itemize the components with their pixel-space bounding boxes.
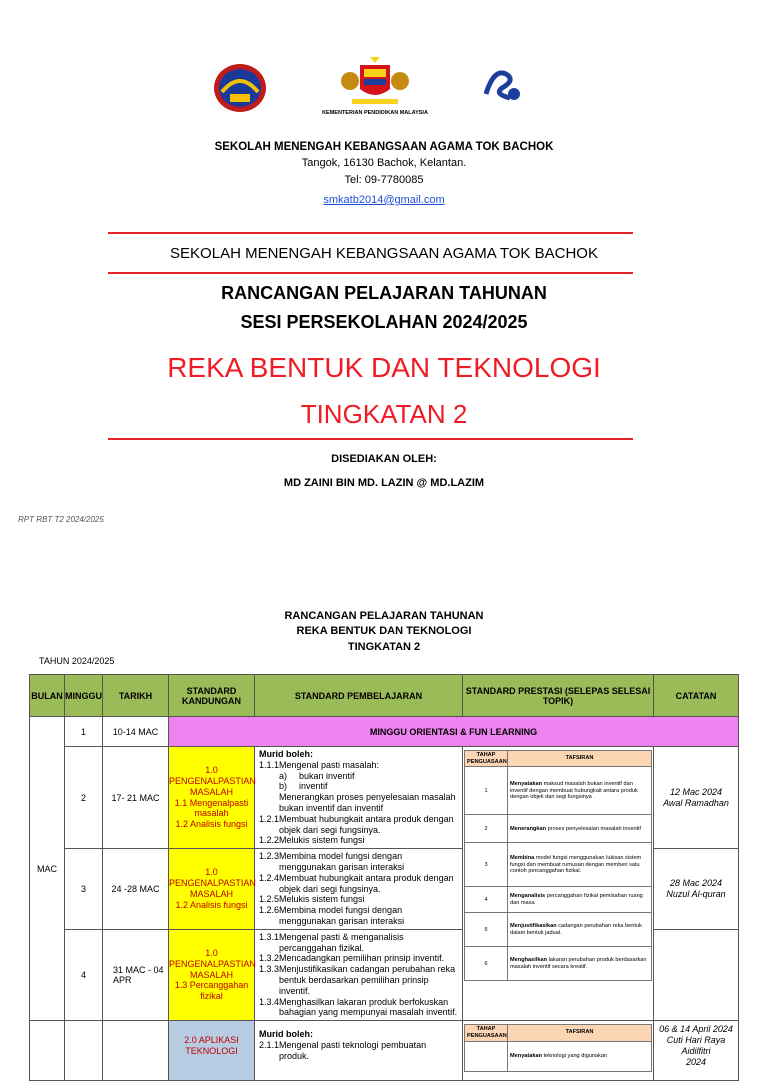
level-number: 3	[465, 843, 508, 887]
level-keyword: Membina	[510, 854, 535, 861]
note-year: 2024	[685, 1056, 707, 1067]
month-cell	[30, 1021, 65, 1081]
level-keyword: Menerangkan	[510, 825, 547, 832]
performance-level-table	[464, 1024, 652, 1071]
item-number: 1.2.2	[259, 835, 280, 846]
cover-form: TINGKATAN 2	[300, 399, 468, 429]
item-text: Membuat hubungkait antara produk dengan objek dari segi fungsinya.	[279, 872, 454, 894]
performance-level-table	[464, 750, 652, 981]
level-number: 5	[465, 913, 508, 947]
content-standard-cell	[169, 1021, 255, 1081]
notes-cell	[654, 849, 739, 930]
plan-title-3: TINGKATAN 2	[347, 641, 421, 653]
learning-standard-head: Murid boleh:	[259, 749, 313, 759]
note-event: Nuzul Al-quran	[666, 888, 726, 899]
week-cell: 3	[65, 849, 103, 930]
inner-header-tafsiran: TAFSIRAN	[508, 1025, 652, 1041]
level-text: proses penyelesaian masalah inventif	[547, 825, 641, 832]
item-text: Melukis sistem fungsi	[279, 894, 365, 905]
content-standard-cell	[169, 929, 255, 1020]
item-number: b)	[279, 781, 288, 792]
header-standard-prestasi: STANDARD PRESTASI (SELEPAS SELESAI TOPIK)	[463, 675, 654, 717]
content-standard-title: 1.0 PENGENALPASTIAN MASALAH	[169, 947, 256, 980]
content-standard-cell	[169, 849, 255, 930]
item-number: a)	[279, 770, 288, 781]
performance-standard-cell	[463, 747, 654, 1021]
level-number: 2	[465, 815, 508, 843]
content-standard-item: 1.2 Analisis fungsi	[175, 899, 248, 910]
level-number	[465, 1041, 508, 1071]
notes-cell	[654, 747, 739, 849]
item-number: 1.3.1	[259, 931, 280, 942]
note-date: 06 & 14 April 2024	[659, 1024, 733, 1035]
school-address: Tangok, 16130 Bachok, Kelantan.	[301, 157, 467, 169]
item-number: 2.1.1	[259, 1039, 280, 1050]
item-text: Mengenal pasti teknologi pembuatan produk.	[279, 1039, 427, 1061]
table-row	[30, 747, 739, 849]
note-event: Cuti Hari Raya Aidilfitri	[666, 1034, 726, 1056]
item-text: inventif	[299, 781, 328, 792]
item-text: Menerangkan proses penyelesaian masalah bukan inventif dan inventif	[279, 792, 456, 813]
item-text: Mengenal pasti masalah:	[279, 759, 380, 770]
level-text: maksud masalah bukan inventif dan inventif dengan membuat hubungkait antara produk dengan objek dari segi fungsinya	[510, 780, 638, 801]
item-text: Membina model fungsi dengan menggunakan garisan interaksi	[279, 905, 405, 926]
divider-line	[108, 232, 633, 234]
level-text: model fungsi menggunakan lukisan sistem fungsi dan membuat rumusan dengan memberi satu contoh percanggahan fizikal.	[510, 854, 642, 875]
week-cell: 4	[65, 929, 103, 1020]
school-logo	[212, 62, 268, 114]
cover-subject: REKA BENTUK DAN TEKNOLOGI	[167, 352, 601, 383]
item-number: 1.2.3	[259, 851, 280, 862]
inner-header-tahap: TAHAP PENGUASAAN	[465, 1025, 508, 1041]
content-standard-item: 1.3 Percanggahan fizikal	[174, 980, 249, 1002]
level-keyword: Menyatakan	[510, 780, 543, 787]
week-cell: 1	[65, 717, 103, 747]
header-minggu: MINGGU	[65, 675, 103, 717]
school-name-header: SEKOLAH MENENGAH KEBANGSAAN AGAMA TOK BACHOK	[214, 141, 554, 153]
ministry-name: KEMENTERIAN PENDIDIKAN MALAYSIA	[322, 110, 428, 116]
ministry-crest-logo	[340, 55, 410, 107]
inner-header-tahap: TAHAP PENGUASAAN	[465, 751, 508, 767]
cover-title-2: SESI PERSEKOLAHAN 2024/2025	[240, 312, 528, 332]
date-cell: 17- 21 MAC	[103, 747, 169, 849]
plan-title-1: RANCANGAN PELAJARAN TAHUNAN	[284, 610, 484, 622]
note-date: 12 Mac 2024	[669, 786, 723, 797]
prepared-by-name: MD ZAINI BIN MD. LAZIN @ MD.LAZIM	[283, 477, 485, 489]
learning-standard-cell	[255, 849, 463, 930]
level-text: lakaran perubahan produk berdasarkan masalah inventif secara kreatif.	[510, 957, 647, 970]
item-text: Membina model fungsi dengan menggunakan garisan interaksi	[279, 851, 405, 872]
level-keyword: Menyatakan	[510, 1052, 543, 1059]
school-email-link[interactable]: smkatb2014@gmail.com	[323, 194, 445, 206]
plan-title-2: REKA BENTUK DAN TEKNOLOGI	[296, 625, 472, 637]
divider-line	[108, 272, 633, 274]
level-number: 1	[465, 767, 508, 815]
item-text: Menjustifikasikan cadangan perubahan reka bentuk berdasarkan pemilihan prinsip inventif.	[279, 964, 456, 996]
level-keyword: Menghasilkan	[510, 957, 547, 964]
item-number: 1.3.3	[259, 964, 280, 975]
cover-school-name: SEKOLAH MENENGAH KEBANGSAAN AGAMA TOK BACHOK	[170, 245, 598, 262]
inner-header-tafsiran: TAFSIRAN	[508, 751, 652, 767]
notes-cell	[654, 1021, 739, 1081]
level-number: 6	[465, 947, 508, 981]
content-standard-title: 1.0 PENGENALPASTIAN MASALAH	[169, 867, 256, 899]
learning-standard-head: Murid boleh:	[259, 1029, 313, 1040]
week-cell: 2	[65, 747, 103, 849]
content-standard-cell	[169, 747, 255, 849]
item-number: 1.1.1	[259, 759, 280, 770]
header-standard-kandungan: STANDARD KANDUNGAN	[169, 675, 255, 717]
lesson-plan-table	[29, 674, 739, 1081]
note-event: Awal Ramadhan	[663, 797, 729, 808]
week-cell	[65, 1021, 103, 1081]
document-footer: RPT RBT T2 2024/2025	[18, 515, 104, 524]
content-standard-title: 2.0 APLIKASI TEKNOLOGI	[184, 1035, 239, 1056]
date-cell	[103, 1021, 169, 1081]
item-text: Membuat hubungkait antara produk dengan objek dari segi fungsinya.	[279, 813, 454, 835]
performance-standard-cell	[463, 1021, 654, 1081]
orientation-week-banner: MINGGU ORIENTASI & FUN LEARNING	[169, 717, 739, 747]
item-number: 1.3.2	[259, 953, 280, 964]
item-number: 1.2.1	[259, 813, 280, 824]
level-keyword: Menganalisis	[510, 893, 546, 900]
item-number: 1.3.4	[259, 996, 280, 1007]
header-bulan: BULAN	[30, 675, 65, 717]
level-text: teknologi yang digunakan	[543, 1052, 608, 1059]
cover-title-1: RANCANGAN PELAJARAN TAHUNAN	[221, 283, 547, 303]
learning-standard-cell	[255, 747, 463, 849]
table-row	[30, 1021, 739, 1081]
prepared-by-label: DISEDIAKAN OLEH:	[331, 453, 437, 465]
note-date: 28 Mac 2024	[669, 878, 723, 889]
item-text: Menghasilkan lakaran produk berfokuskan bahagian yang mempunyai masalah inventif.	[279, 996, 458, 1018]
item-number: 1.2.6	[259, 905, 280, 916]
learning-standard-cell	[255, 1021, 463, 1081]
item-number: 1.2.4	[259, 872, 280, 883]
item-text: Mencadangkan pemilihan prinsip inventif.	[279, 953, 445, 964]
level-keyword: Menjustifikasikan	[510, 923, 557, 930]
header-tarikh: TARIKH	[103, 675, 169, 717]
level-number: 4	[465, 887, 508, 913]
item-number: 1.2.5	[259, 894, 280, 905]
table-row	[30, 717, 739, 747]
month-cell: MAC	[30, 717, 65, 1021]
item-text: Mengenal pasti & menganalisis percanggahan fizikal.	[279, 931, 404, 953]
emblem-logo	[480, 64, 524, 106]
content-standard-item: 1.1 Mengenalpasti masalah	[174, 797, 249, 819]
divider-line	[108, 438, 633, 440]
learning-standard-cell	[255, 929, 463, 1020]
header-standard-pembelajaran: STANDARD PEMBELAJARAN	[255, 675, 463, 717]
date-cell: 10-14 MAC	[103, 717, 169, 747]
item-text: bukan inventif	[299, 770, 355, 781]
school-tel: Tel: 09-7780085	[344, 174, 424, 186]
plan-year: TAHUN 2024/2025	[39, 656, 115, 666]
date-cell: 24 -28 MAC	[103, 849, 169, 930]
level-text: percanggahan fizikal pemisahan ruang dan masa	[510, 893, 643, 906]
date-cell: 31 MAC - 04 APR	[103, 929, 169, 1020]
level-text: cadangan perubahan reka bentuk dalam bentuk jadual.	[510, 923, 642, 936]
notes-cell	[654, 929, 739, 1020]
content-standard-item: 1.2 Analisis fungsi	[175, 819, 248, 830]
content-standard-title: 1.0 PENGENALPASTIAN MASALAH	[169, 765, 256, 797]
header-catatan: CATATAN	[654, 675, 739, 717]
item-text: Melukis sistem fungsi	[279, 835, 365, 846]
